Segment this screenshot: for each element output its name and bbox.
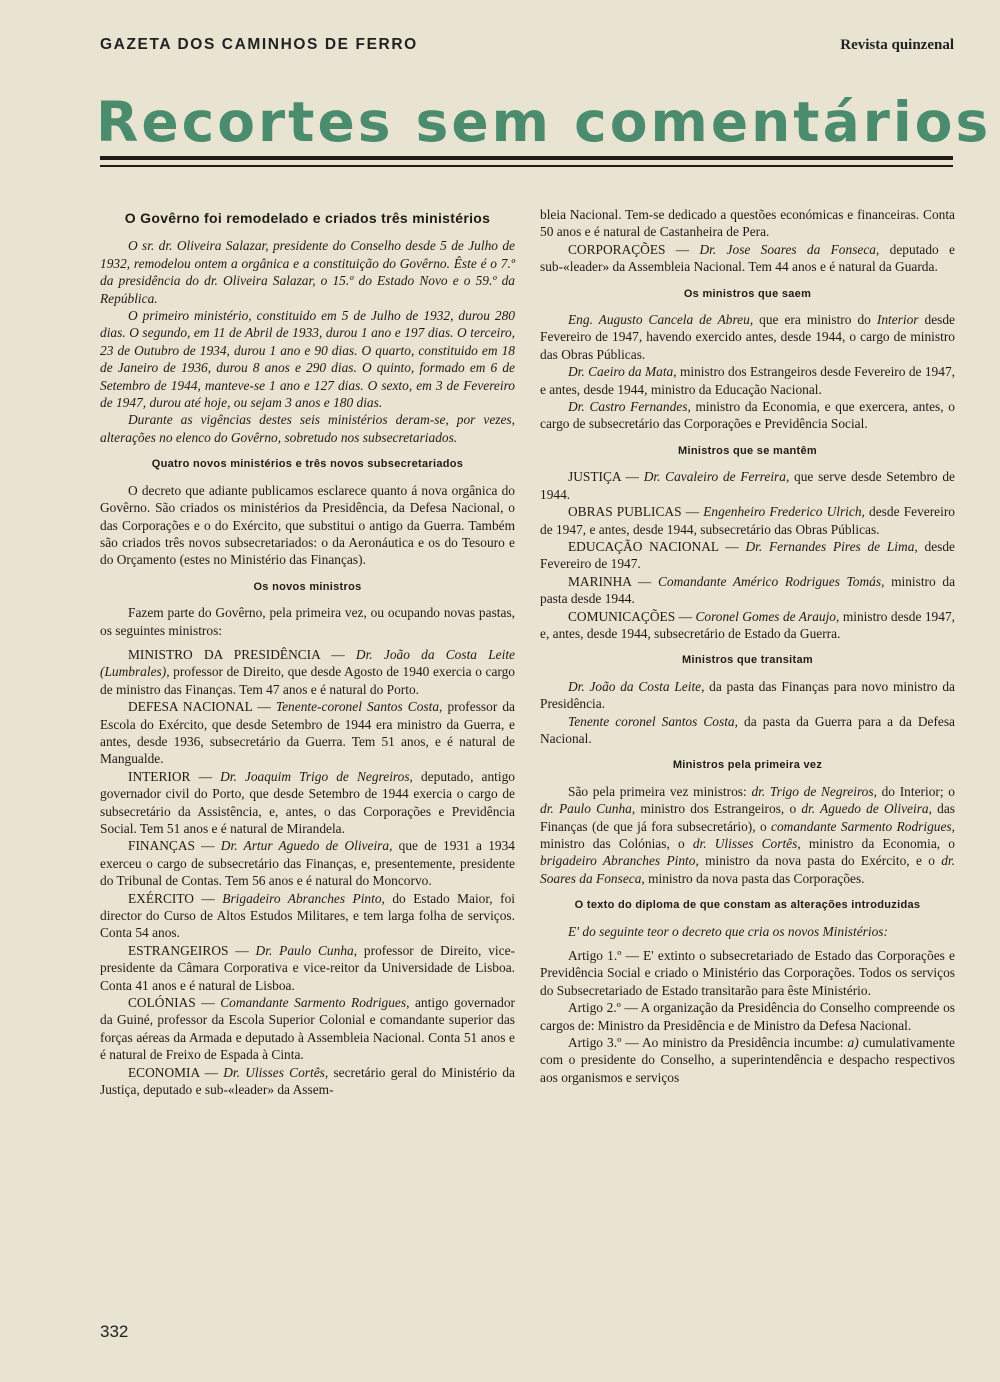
text-run: , das Finanças (de que já fora subsecretário), o	[540, 801, 955, 834]
minister-name: Comandante Sarmento Rodrigues	[220, 995, 407, 1011]
leaving-ministers-list	[540, 311, 955, 433]
minister-text: , ministro da pasta desde 1944.	[540, 573, 956, 607]
corporacoes-paragraph	[540, 241, 955, 276]
minister-entry	[100, 646, 515, 698]
minister-cargo: MARINHA —	[568, 573, 658, 589]
decreto-paragraph: O decreto que adiante publicamos esclarece quanto á nova orgânica do Govêrno. São criados os ministérios da Presidência, da Defesa Nacional, o das Corporações e o do Exército, que substitui o antigo da Guerra. Também são criados três novos subsecretariados: o da Aeronáutica e os do Tesouro e do Orçamento (estes no Ministério das Finanças).	[100, 482, 515, 568]
subheading-novos-ministros: Os novos ministros	[253, 580, 362, 593]
intro-paragraph-3: Durante as vigências destes seis ministérios deram-se, por vezes, alterações no elenco do Govêrno, sobretudo nos subsecretariados.	[100, 412, 515, 445]
minister-text: , que de 1931 a 1934 exerceu o cargo de subsecretário das Finanças, e, presentemente, presidente do Tribunal de Contas. Tem 56 anos e é natural do Moncorvo.	[100, 838, 515, 889]
minister-text: , da pasta das Finanças para novo ministro da Presidência.	[540, 678, 955, 712]
remaining-minister-entry	[540, 538, 955, 573]
transferring-ministers-list	[540, 678, 955, 748]
remaining-minister-entry	[540, 503, 955, 538]
leaving-minister-entry	[540, 398, 955, 433]
text-run: comandante Sarmento Rodrigues	[771, 818, 952, 834]
minister-entry	[100, 890, 515, 942]
minister-cargo: ECONOMIA —	[128, 1064, 224, 1080]
primeira-vez-paragraph	[540, 783, 955, 887]
minister-entry	[100, 942, 515, 994]
corporacoes-texto: , deputado e sub-«leader» da Assembleia Nacional. Tem 44 anos e é natural da Guarda.	[540, 241, 955, 275]
artigo-2: Artigo 2.º — A organização da Presidência do Conselho compreende os cargos de: Ministro da Presidência e de Ministro da Defesa Nacional.	[540, 1000, 955, 1033]
artigo-1: Artigo 1.º — E' extinto o subsecretariado de Estado das Corporações e Previdência Social e criado o Ministério das Corporações. Todos os serviços do Subsecretariado de Estado transitarão para êste Ministério.	[540, 948, 955, 998]
minister-name: Dr. Joaquim Trigo de Negreiros	[220, 768, 410, 784]
text-run: , ministro dos Estrangeiros, o	[631, 801, 802, 817]
minister-cargo: JUSTIÇA —	[568, 469, 644, 485]
minister-name: Dr. Caeiro da Mata	[568, 364, 674, 380]
minister-name: Eng. Augusto Cancela de Abreu	[568, 312, 750, 328]
subheading-saem: Os ministros que saem	[683, 287, 812, 300]
fazem-paragraph: Fazem parte do Govêrno, pela primeira vez, ou ocupando novas pastas, os seguintes ministros:	[100, 605, 515, 638]
left-column	[100, 206, 515, 1099]
transferring-minister-entry	[540, 678, 955, 713]
banner-rule-thick	[100, 156, 953, 160]
minister-cargo: ESTRANGEIROS —	[128, 942, 256, 958]
teor-paragraph: E' do seguinte teor o decreto que cria os novos Ministérios:	[568, 923, 888, 939]
text-run: dr. Trigo de Negreiros	[751, 783, 874, 799]
corporacoes-cargo: CORPORAÇÕES —	[568, 241, 700, 257]
leaving-minister-entry	[540, 311, 955, 363]
subheading-transitam: Ministros que transitam	[682, 654, 813, 667]
minister-text: , do Estado Maior, foi director do Curso de Altos Estudos Militares, e tem larga folha de serviços. Conta 54 anos.	[100, 890, 515, 941]
minister-name: Dr. Ulisses Cortês	[223, 1064, 325, 1080]
minister-cargo: COMUNICAÇÕES —	[568, 608, 696, 624]
minister-cargo: DEFESA NACIONAL —	[128, 699, 276, 715]
minister-name: Coronel Gomes de Araujo	[695, 608, 837, 624]
minister-name: Tenente-coronel Santos Costa	[275, 699, 440, 715]
section-banner: Recortes sem comentários	[96, 90, 992, 154]
minister-text-italic: Interior	[876, 312, 919, 328]
minister-name: Dr. João da Costa Leite	[568, 678, 702, 694]
minister-text: , ministro desde 1947, e, antes, desde 1944, subsecretário de Estado da Guerra.	[540, 608, 955, 641]
intro-paragraph-1: O sr. dr. Oliveira Salazar, presidente do Conselho desde 5 de Julho de 1932, remodelou ontem a orgânica e a constituição do Govêrno. Êste é o 7.º da presidência do dr. Oliveira Salazar, o 15.º do Estado Novo e o 59.º da República.	[100, 238, 515, 306]
minister-cargo: COLÓNIAS —	[128, 995, 221, 1011]
text-run: Artigo 3.º — Ao ministro da Presidência incumbe:	[568, 1035, 848, 1051]
minister-cargo: OBRAS PUBLICAS —	[568, 504, 704, 520]
text-run: brigadeiro Abranches Pinto	[540, 853, 696, 869]
minister-name: Comandante Américo Rodrigues Tomás	[657, 573, 882, 589]
minister-text: , ministro dos Estrangeiros desde Fevereiro de 1947, e antes, desde 1944, ministro da Educação Nacional.	[540, 364, 955, 397]
minister-cargo: MINISTRO DA PRESIDÊNCIA —	[128, 646, 356, 662]
text-run: , ministro da nova pasta das Corporações.	[641, 870, 865, 886]
subheading-mantem: Ministros que se mantêm	[678, 444, 817, 457]
subheading-primeira-vez: Ministros pela primeira vez	[672, 759, 823, 772]
text-run: dr. Paulo Cunha	[540, 801, 632, 817]
minister-cargo: EDUCAÇÃO NACIONAL —	[568, 538, 746, 554]
text-run: a)	[847, 1035, 859, 1051]
text-run: , ministro da Economia, o	[797, 836, 955, 851]
journal-subtitle: Revista quinzenal	[840, 37, 954, 53]
remaining-minister-entry	[540, 468, 955, 503]
minister-name: Dr. João da Costa Leite (Lumbrales)	[100, 646, 515, 680]
minister-text: , ministro da Economia, e que exercera, antes, o cargo de subsecretário das Corporações e Previdência Social.	[540, 399, 955, 432]
minister-text: , professor da Escola do Exército, que desde Setembro de 1944 era ministro da Guerra, e antes, desde 1936, subsecretário da Guerra. Tem 51 anos, e é natural de Mangualde.	[100, 699, 515, 767]
article-title: O Govêrno foi remodelado e criados três ministérios	[124, 210, 491, 226]
minister-cargo: FINANÇAS —	[128, 838, 221, 854]
text-run: São pela primeira vez ministros:	[568, 783, 752, 799]
minister-name: Engenheiro Frederico Ulrich	[703, 504, 862, 520]
banner-rule-thin	[100, 165, 953, 167]
remaining-minister-entry	[540, 573, 955, 608]
minister-text: desde Fevereiro de 1947, havendo exercido antes, desde 1944, o cargo de ministro das Obras Públicas.	[540, 312, 956, 362]
page-number: 332	[100, 1322, 129, 1341]
minister-entry	[100, 698, 515, 768]
minister-text: , antigo governador da Guiné, professor da Escola Superior Colonial e comandante superior das forças aéreas da Armada e deputado à Assembleia Nacional. Conta 51 anos e é natural de Freixo de Espada à Cinta.	[100, 995, 515, 1063]
artigo-3	[540, 1034, 955, 1086]
subheading-quatro-novos: Quatro novos ministérios e três novos subsecretariados	[151, 458, 464, 471]
continuation-paragraph: bleia Nacional. Tem-se dedicado a questões económicas e financeiras. Conta 50 anos e é natural de Castanheira de Pera.	[540, 207, 955, 240]
remaining-ministers-list	[540, 468, 955, 642]
text-run: , ministro das Colónias, o	[540, 818, 955, 851]
intro-paragraph-2: O primeiro ministério, constituido em 5 de Julho de 1932, durou 280 dias. O segundo, em 11 de Abril de 1933, durou 1 ano e 197 dias. O terceiro, 23 de Outubro de 1934, durou 1 ano e 90 dias. O quarto, constituido em 18 de Janeiro de 1936, durou 8 anos e 290 dias. O quinto, formado em 6 de Setembro de 1944, manteve-se 1 ano e 127 dias. O sexto, em 3 de Fevereiro de 1947, durou até hoje, ou sejam 3 anos e 180 dias.	[100, 308, 515, 411]
minister-entry	[100, 994, 515, 1064]
minister-text: , secretário geral do Ministério da Justiça, deputado e sub-«leader» da Assem-	[100, 1064, 515, 1098]
minister-text: , que era ministro do	[749, 312, 877, 328]
journal-title: GAZETA DOS CAMINHOS DE FERRO	[100, 36, 418, 53]
text-run: , ministro da nova pasta do Exército, e o	[695, 853, 942, 869]
minister-name: Dr. Castro Fernandes	[568, 399, 688, 415]
minister-text: , professor de Direito, vice-presidente da Câmara Corporativa e vice-reitor da Universidade de Lisboa. Conta 41 anos e é natural de Lisboa.	[100, 942, 516, 993]
minister-name: Brigadeiro Abranches Pinto	[222, 890, 382, 906]
text-run: dr. Ulisses Cortês	[692, 836, 798, 851]
minister-name: Dr. Fernandes Pires de Lima	[745, 538, 915, 554]
minister-text: , desde Fevereiro de 1947, e antes, desde 1944, subsecretário das Obras Públicas.	[540, 504, 955, 537]
subheading-texto-diploma: O texto do diploma de que constam as alterações introduzidas	[574, 899, 921, 912]
text-run: cumulativamente com o presidente do Conselho, a superintendência e despacho respectivos aos organismos e serviços	[540, 1035, 955, 1085]
minister-text: , da pasta da Guerra para a da Defesa Nacional.	[540, 713, 956, 746]
minister-name: Dr. Cavaleiro de Ferreira	[643, 469, 786, 485]
text-run: dr. Aguedo de Oliveira	[801, 801, 929, 817]
minister-text: , desde Fevereiro de 1947.	[540, 538, 955, 572]
minister-name: Tenente coronel Santos Costa	[568, 713, 735, 729]
corporacoes-nome: Dr. Jose Soares da Fonseca	[699, 241, 876, 257]
remaining-minister-entry	[540, 608, 955, 643]
minister-cargo: EXÉRCITO —	[128, 890, 223, 906]
minister-entry	[100, 1064, 515, 1099]
right-column	[540, 206, 955, 1086]
minister-entry	[100, 768, 515, 838]
leaving-minister-entry	[540, 363, 955, 398]
text-run: dr. Soares da Fonseca	[540, 853, 955, 886]
minister-text: , deputado, antigo governador civil do Porto, que desde Setembro de 1944 exercia o cargo de subsecretário da Assistência, e, antes, o das Corporações e Previdência Social. Tem 51 anos e é natural de Mirandela.	[100, 768, 515, 836]
new-ministers-list	[100, 646, 515, 1099]
minister-name: Dr. Artur Aguedo de Oliveira	[220, 838, 390, 854]
minister-cargo: INTERIOR —	[128, 768, 221, 784]
minister-name: Dr. Paulo Cunha	[255, 942, 354, 958]
minister-entry	[100, 837, 515, 889]
text-run: , do Interior; o	[873, 783, 955, 799]
transferring-minister-entry	[540, 713, 955, 748]
minister-text: , professor de Direito, que desde Agosto de 1940 exercia o cargo de ministro das Finanças. Tem 47 anos e é natural do Porto.	[100, 664, 515, 697]
minister-text: , que serve desde Setembro de 1944.	[540, 469, 955, 502]
